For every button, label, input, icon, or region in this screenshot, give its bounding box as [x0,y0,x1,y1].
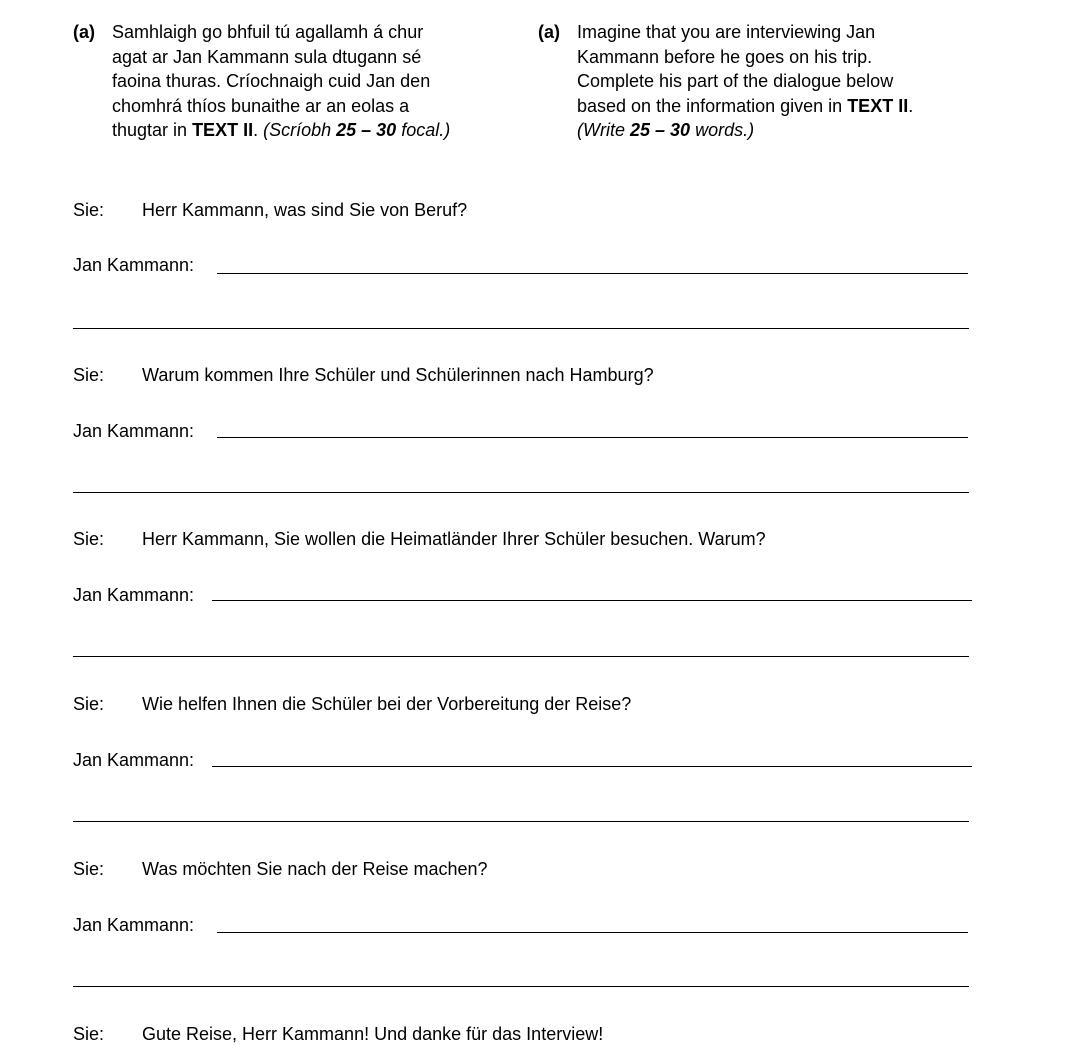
text-reference: TEXT II [192,120,254,141]
word-count-note [263,120,450,140]
question-text: Herr Kammann, was sind Sie von Beruf? [142,200,468,220]
dialogue-question-4 [73,693,973,715]
text-segment: (Write [577,120,630,141]
instructions-irish [73,20,513,143]
answer-line-2b[interactable] [73,492,969,493]
word-count-note [577,120,754,140]
dialogue-question-1 [73,199,973,221]
answer-speaker-label: Jan Kammann: [73,915,195,935]
text-segment: based on the information given in [577,95,848,116]
word-count: 25 – 30 [336,120,397,141]
speaker-label: Sie: [73,365,105,385]
instruction-line: Complete his part of the dialogue below [577,71,894,92]
answer-line-5a[interactable] [217,932,968,933]
text-segment: words.) [690,120,755,141]
question-tag: (a) [73,22,95,42]
text-segment: . [908,95,914,116]
question-tag: (a) [538,22,560,42]
speaker-label: Sie: [73,859,105,879]
text-segment: focal.) [396,120,451,141]
text-segment: thugtar in [112,120,193,141]
instruction-line: Imagine that you are interviewing Jan [577,22,876,42]
answer-line-5b[interactable] [73,986,969,987]
answer-line-1b[interactable] [73,328,969,329]
speaker-label: Sie: [73,529,105,549]
answer-speaker-label: Jan Kammann: [73,255,195,275]
text-segment: . [253,120,264,141]
text-segment: (Scríobh [263,120,337,141]
speaker-label: Sie: [73,1024,105,1044]
answer-speaker-label: Jan Kammann: [73,421,195,441]
instruction-line [577,94,978,119]
answer-speaker-label: Jan Kammann: [73,585,195,605]
question-text: Herr Kammann, Sie wollen die Heimatländer Ihrer Schüler besuchen. Warum? [142,529,766,549]
speaker-label: Sie: [73,200,105,220]
instruction-line: Samhlaigh go bhfuil tú agallamh á chur [112,22,424,42]
question-text: Was möchten Sie nach der Reise machen? [142,859,488,879]
dialogue-closing [73,1023,973,1045]
dialogue-question-3 [73,528,973,550]
question-text: Warum kommen Ihre Schüler und Schülerinnen nach Hamburg? [142,365,654,385]
word-count: 25 – 30 [630,120,691,141]
dialogue-question-5 [73,858,973,880]
instruction-line: faoina thuras. Críochnaigh cuid Jan den [112,71,431,92]
answer-line-4a[interactable] [212,766,972,767]
instruction-line: chomhrá thíos bunaithe ar an eolas a [112,95,410,116]
instruction-line [577,118,978,143]
instructions-english [538,20,978,143]
text-reference: TEXT II [847,95,909,116]
answer-line-4b[interactable] [73,821,969,822]
closing-text: Gute Reise, Herr Kammann! Und danke für das Interview! [142,1024,604,1044]
question-text: Wie helfen Ihnen die Schüler bei der Vorbereitung der Reise? [142,694,632,714]
instruction-line: agat ar Jan Kammann sula dtugann sé [112,46,422,67]
instruction-line: Kammann before he goes on his trip. [577,46,873,67]
answer-line-3a[interactable] [212,600,972,601]
answer-line-3b[interactable] [73,656,969,657]
answer-line-2a[interactable] [217,437,968,438]
answer-speaker-label: Jan Kammann: [73,750,195,770]
speaker-label: Sie: [73,694,105,714]
answer-line-1a[interactable] [217,273,968,274]
instruction-line [112,118,513,143]
dialogue-question-2 [73,364,973,386]
